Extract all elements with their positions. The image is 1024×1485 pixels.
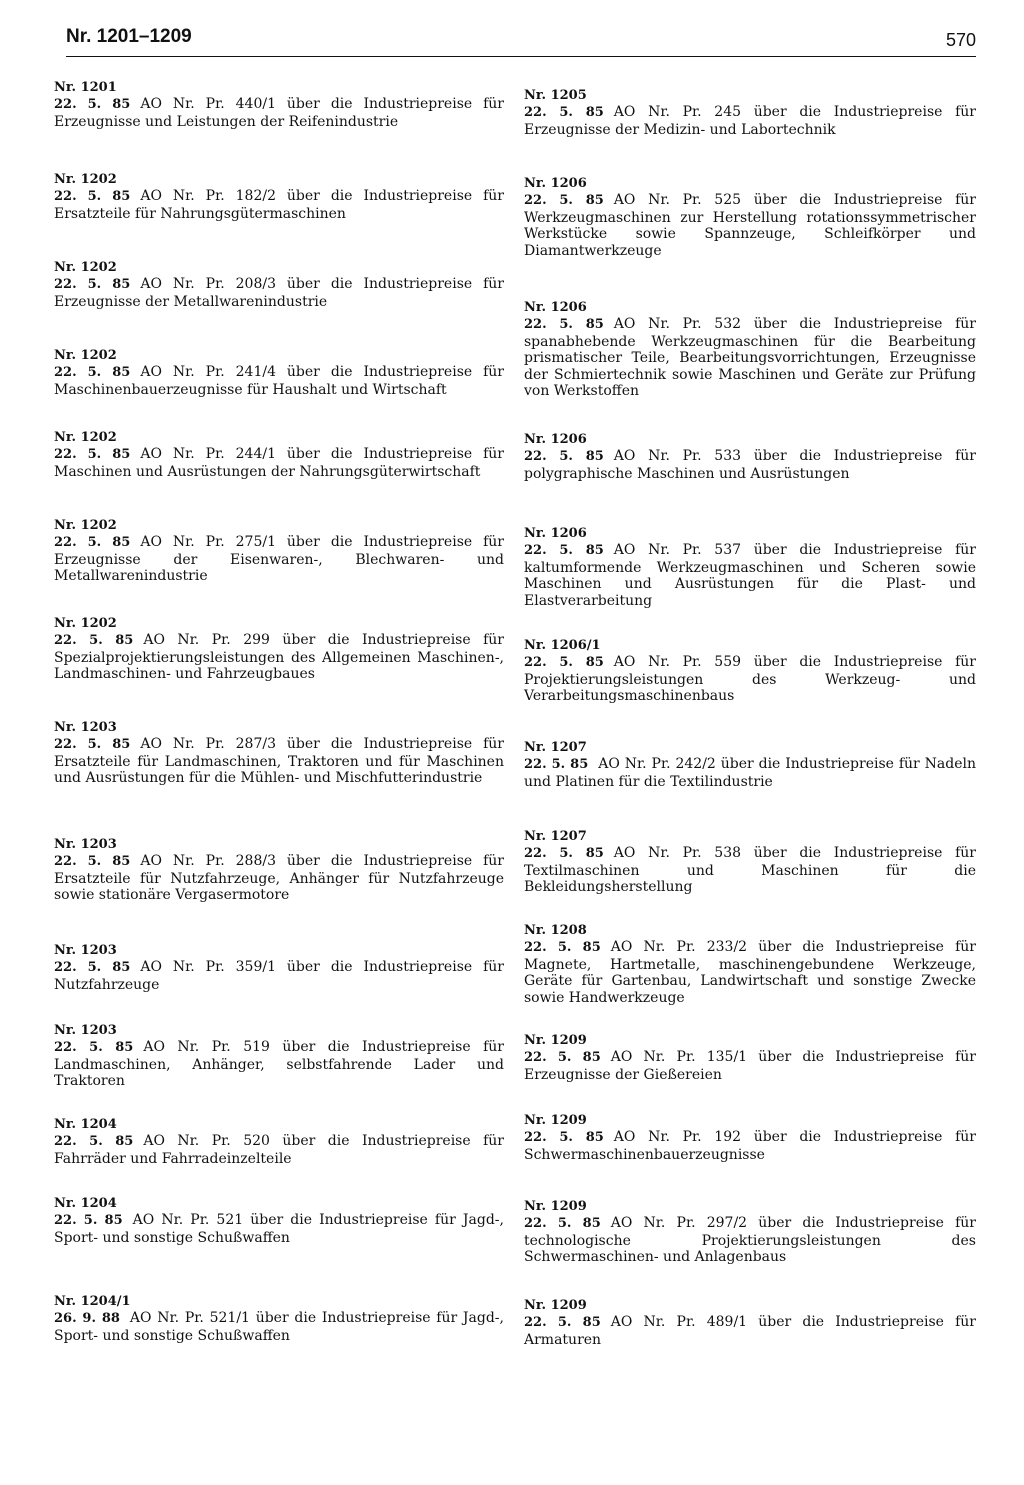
entry-body <box>54 1212 504 1246</box>
list-item <box>524 1113 976 1163</box>
entry-number: Nr. 1202 <box>54 616 117 631</box>
entry-number: Nr. 1206 <box>524 176 587 191</box>
entry-number: Nr. 1209 <box>524 1199 587 1214</box>
list-item <box>524 526 976 609</box>
entry-body <box>524 845 976 896</box>
entry-title: AO Nr. Pr. 192 über die Industriepreise für Schwermaschinenbauerzeugnisse <box>524 1129 976 1163</box>
entry-body <box>524 1049 976 1083</box>
entry-body <box>54 534 504 585</box>
page-range-title: Nr. 1201–1209 <box>66 26 192 47</box>
entry-title: AO Nr. Pr. 521/1 über die Industriepreise für Jagd-, Sport- und sonstige Schußwaffen <box>54 1310 504 1344</box>
entry-number: Nr. 1206 <box>524 526 587 541</box>
entry-body <box>54 853 504 904</box>
entry-number: Nr. 1209 <box>524 1298 587 1313</box>
entry-date: 22. 5. 85 <box>54 365 131 380</box>
list-item <box>524 740 976 790</box>
entry-number: Nr. 1202 <box>54 260 117 275</box>
list-item <box>54 720 504 787</box>
list-item <box>524 638 976 705</box>
entry-body <box>524 1314 976 1348</box>
entry-body <box>54 1310 504 1344</box>
entry-number: Nr. 1207 <box>524 829 587 844</box>
entry-title: AO Nr. Pr. 299 über die Industriepreise für Spezialprojektierungsleistungen des Allgemeinen Maschinen-, Landmaschinen- und Fahrzeugbaues <box>54 632 504 682</box>
page-number: 570 <box>945 30 976 50</box>
entry-date: 22. 5. 85 <box>54 1213 123 1228</box>
entry-title: AO Nr. Pr. 208/3 über die Industriepreise für Erzeugnisse der Metallwarenindustrie <box>54 276 504 310</box>
entry-title: AO Nr. Pr. 533 über die Industriepreise für polygraphische Maschinen und Ausrüstungen <box>524 448 976 482</box>
entry-title: AO Nr. Pr. 288/3 über die Industriepreise für Ersatzteile für Nutzfahrzeuge, Anhänger für Nutzfahrzeuge sowie stationäre Vergasermotore <box>54 853 504 903</box>
entry-date: 22. 5. 85 <box>54 277 131 292</box>
entry-body <box>54 276 504 310</box>
entry-body <box>54 364 504 398</box>
entry-title: AO Nr. Pr. 525 über die Industriepreise für Werkzeugmaschinen zur Herstellung rotationssymmetrischer Werkstücke sowie Spannzeuge, Schleifkörper und Diamantwerkzeuge <box>524 192 976 259</box>
list-item <box>54 348 504 398</box>
entry-title: AO Nr. Pr. 135/1 über die Industriepreise für Erzeugnisse der Gießereien <box>524 1049 976 1083</box>
entry-date: 22. 5. 85 <box>524 1130 604 1145</box>
entry-number: Nr. 1203 <box>54 943 117 958</box>
entry-body <box>524 939 976 1006</box>
entry-date: 22. 5. 85 <box>54 854 131 869</box>
entry-date: 22. 5. 85 <box>524 449 604 464</box>
entry-date: 22. 5. 85 <box>524 193 604 208</box>
entry-title: AO Nr. Pr. 440/1 über die Industriepreise für Erzeugnisse und Leistungen der Reifenindustrie <box>54 96 504 130</box>
entry-date: 22. 5. 85 <box>54 1040 134 1055</box>
entry-number: Nr. 1209 <box>524 1113 587 1128</box>
list-item <box>524 1033 976 1083</box>
list-item <box>54 1117 504 1167</box>
entry-title: AO Nr. Pr. 559 über die Industriepreise für Projektierungsleistungen des Werkzeug- und Verarbeitungsmaschinenbaus <box>524 654 976 704</box>
entry-title: AO Nr. Pr. 532 über die Industriepreise für spanabhebende Werkzeugmaschinen für die Bearbeitung prismatischer Teile, Bearbeitungsvorrichtungen, Erzeugnisse der Schmiertechnik sowie Maschinen und Geräte zur Prüfung von Werkstoffen <box>524 316 976 399</box>
entry-number: Nr. 1202 <box>54 518 117 533</box>
list-item <box>54 430 504 480</box>
entry-date: 22. 5. 85 <box>524 317 604 332</box>
entry-number: Nr. 1206/1 <box>524 638 601 653</box>
entry-number: Nr. 1204 <box>54 1117 117 1132</box>
entry-title: AO Nr. Pr. 245 über die Industriepreise für Erzeugnisse der Medizin- und Labortechnik <box>524 104 976 138</box>
entry-body <box>54 1133 504 1167</box>
entry-body <box>54 959 504 993</box>
list-item <box>54 172 504 222</box>
entry-number: Nr. 1203 <box>54 1023 117 1038</box>
entry-body <box>54 188 504 222</box>
list-item <box>524 300 976 400</box>
entry-title: AO Nr. Pr. 537 über die Industriepreise für kaltumformende Werkzeugmaschinen und Scheren sowie Maschinen und Ausrüstungen für die Plast- und Elastverarbeitung <box>524 542 976 609</box>
entry-body <box>54 1039 504 1090</box>
entry-title: AO Nr. Pr. 233/2 über die Industriepreise für Magnete, Hartmetalle, maschinengebundene Werkzeuge, Geräte für Gartenbau, Landwirtschaft und sonstige Zwecke sowie Handwerkzeuge <box>524 939 976 1006</box>
entry-body <box>524 1215 976 1266</box>
entry-body <box>524 192 976 259</box>
entry-date: 22. 5. 85 <box>54 189 131 204</box>
list-item <box>524 88 976 138</box>
entry-number: Nr. 1201 <box>54 80 117 95</box>
entry-number: Nr. 1203 <box>54 720 117 735</box>
entry-body <box>524 104 976 138</box>
entry-title: AO Nr. Pr. 275/1 über die Industriepreise für Erzeugnisse der Eisenwaren-, Blechwaren- und Metallwarenindustrie <box>54 534 504 584</box>
entry-number: Nr. 1203 <box>54 837 117 852</box>
entry-title: AO Nr. Pr. 182/2 über die Industriepreise für Ersatzteile für Nahrungsgütermaschinen <box>54 188 504 222</box>
list-item <box>54 943 504 993</box>
list-item <box>524 432 976 482</box>
entry-number: Nr. 1202 <box>54 430 117 445</box>
entry-date: 22. 5. 85 <box>524 846 604 861</box>
entry-title: AO Nr. Pr. 359/1 über die Industriepreise für Nutzfahrzeuge <box>54 959 504 993</box>
list-item <box>54 260 504 310</box>
entry-number: Nr. 1204/1 <box>54 1294 131 1309</box>
entry-title: AO Nr. Pr. 287/3 über die Industriepreise für Ersatzteile für Landmaschinen, Traktoren und für Maschinen und Ausrüstungen für die Mühlen- und Mischfutterindustrie <box>54 736 504 786</box>
entry-body <box>54 96 504 130</box>
entry-body <box>524 316 976 400</box>
entry-body <box>54 632 504 683</box>
entry-number: Nr. 1209 <box>524 1033 587 1048</box>
entry-body <box>524 1129 976 1163</box>
entry-date: 26. 9. 88 <box>54 1311 120 1326</box>
entry-body <box>524 654 976 705</box>
entry-date: 22. 5. 85 <box>54 447 131 462</box>
list-item <box>54 1196 504 1246</box>
entry-number: Nr. 1206 <box>524 432 587 447</box>
list-item <box>54 518 504 585</box>
entry-date: 22. 5. 85 <box>524 940 601 955</box>
entry-date: 22. 5. 85 <box>54 633 134 648</box>
entry-date: 22. 5. 85 <box>524 655 604 670</box>
entry-title: AO Nr. Pr. 520 über die Industriepreise für Fahrräder und Fahrradeinzelteile <box>54 1133 504 1167</box>
entry-number: Nr. 1207 <box>524 740 587 755</box>
list-item <box>54 80 504 130</box>
entry-title: AO Nr. Pr. 242/2 über die Industriepreise für Nadeln und Platinen für die Textilindustrie <box>524 756 976 790</box>
entry-date: 22. 5. 85 <box>54 535 131 550</box>
entry-title: AO Nr. Pr. 489/1 über die Industriepreise für Armaturen <box>524 1314 976 1348</box>
entry-body <box>524 756 976 790</box>
entry-date: 22. 5. 85 <box>54 737 131 752</box>
entry-number: Nr. 1205 <box>524 88 587 103</box>
list-item <box>524 1298 976 1348</box>
entry-title: AO Nr. Pr. 297/2 über die Industriepreise für technologische Projektierungsleistungen des Schwermaschinen- und Anlagenbaus <box>524 1215 976 1265</box>
page-header <box>66 26 976 57</box>
entry-date: 22. 5. 85 <box>524 757 589 772</box>
entry-date: 22. 5. 85 <box>54 97 131 112</box>
entry-date: 22. 5. 85 <box>524 1216 601 1231</box>
entry-date: 22. 5. 85 <box>524 1315 601 1330</box>
entry-number: Nr. 1206 <box>524 300 587 315</box>
entry-date: 22. 5. 85 <box>54 1134 134 1149</box>
list-item <box>524 176 976 259</box>
entry-body <box>54 736 504 787</box>
entry-number: Nr. 1202 <box>54 348 117 363</box>
list-item <box>54 1294 504 1344</box>
list-item <box>524 1199 976 1266</box>
entry-date: 22. 5. 85 <box>54 960 131 975</box>
entry-number: Nr. 1208 <box>524 923 587 938</box>
entry-number: Nr. 1202 <box>54 172 117 187</box>
entry-body <box>524 448 976 482</box>
list-item <box>524 923 976 1006</box>
entry-title: AO Nr. Pr. 241/4 über die Industriepreise für Maschinenbauerzeugnisse für Haushalt und Wirtschaft <box>54 364 504 398</box>
list-item <box>54 1023 504 1090</box>
entry-body <box>54 446 504 480</box>
entry-date: 22. 5. 85 <box>524 543 604 558</box>
list-item <box>54 616 504 683</box>
entry-title: AO Nr. Pr. 538 über die Industriepreise für Textilmaschinen und Maschinen für die Bekleidungsherstellung <box>524 845 976 895</box>
entry-title: AO Nr. Pr. 519 über die Industriepreise für Landmaschinen, Anhänger, selbstfahrende Lader und Traktoren <box>54 1039 504 1089</box>
entry-body <box>524 542 976 609</box>
entry-title: AO Nr. Pr. 521 über die Industriepreise für Jagd-, Sport- und sonstige Schußwaffen <box>54 1212 504 1246</box>
entry-date: 22. 5. 85 <box>524 1050 601 1065</box>
list-item <box>524 829 976 896</box>
list-item <box>54 837 504 904</box>
entry-number: Nr. 1204 <box>54 1196 117 1211</box>
entry-date: 22. 5. 85 <box>524 105 604 120</box>
entry-title: AO Nr. Pr. 244/1 über die Industriepreise für Maschinen und Ausrüstungen der Nahrungsgüterwirtschaft <box>54 446 504 480</box>
